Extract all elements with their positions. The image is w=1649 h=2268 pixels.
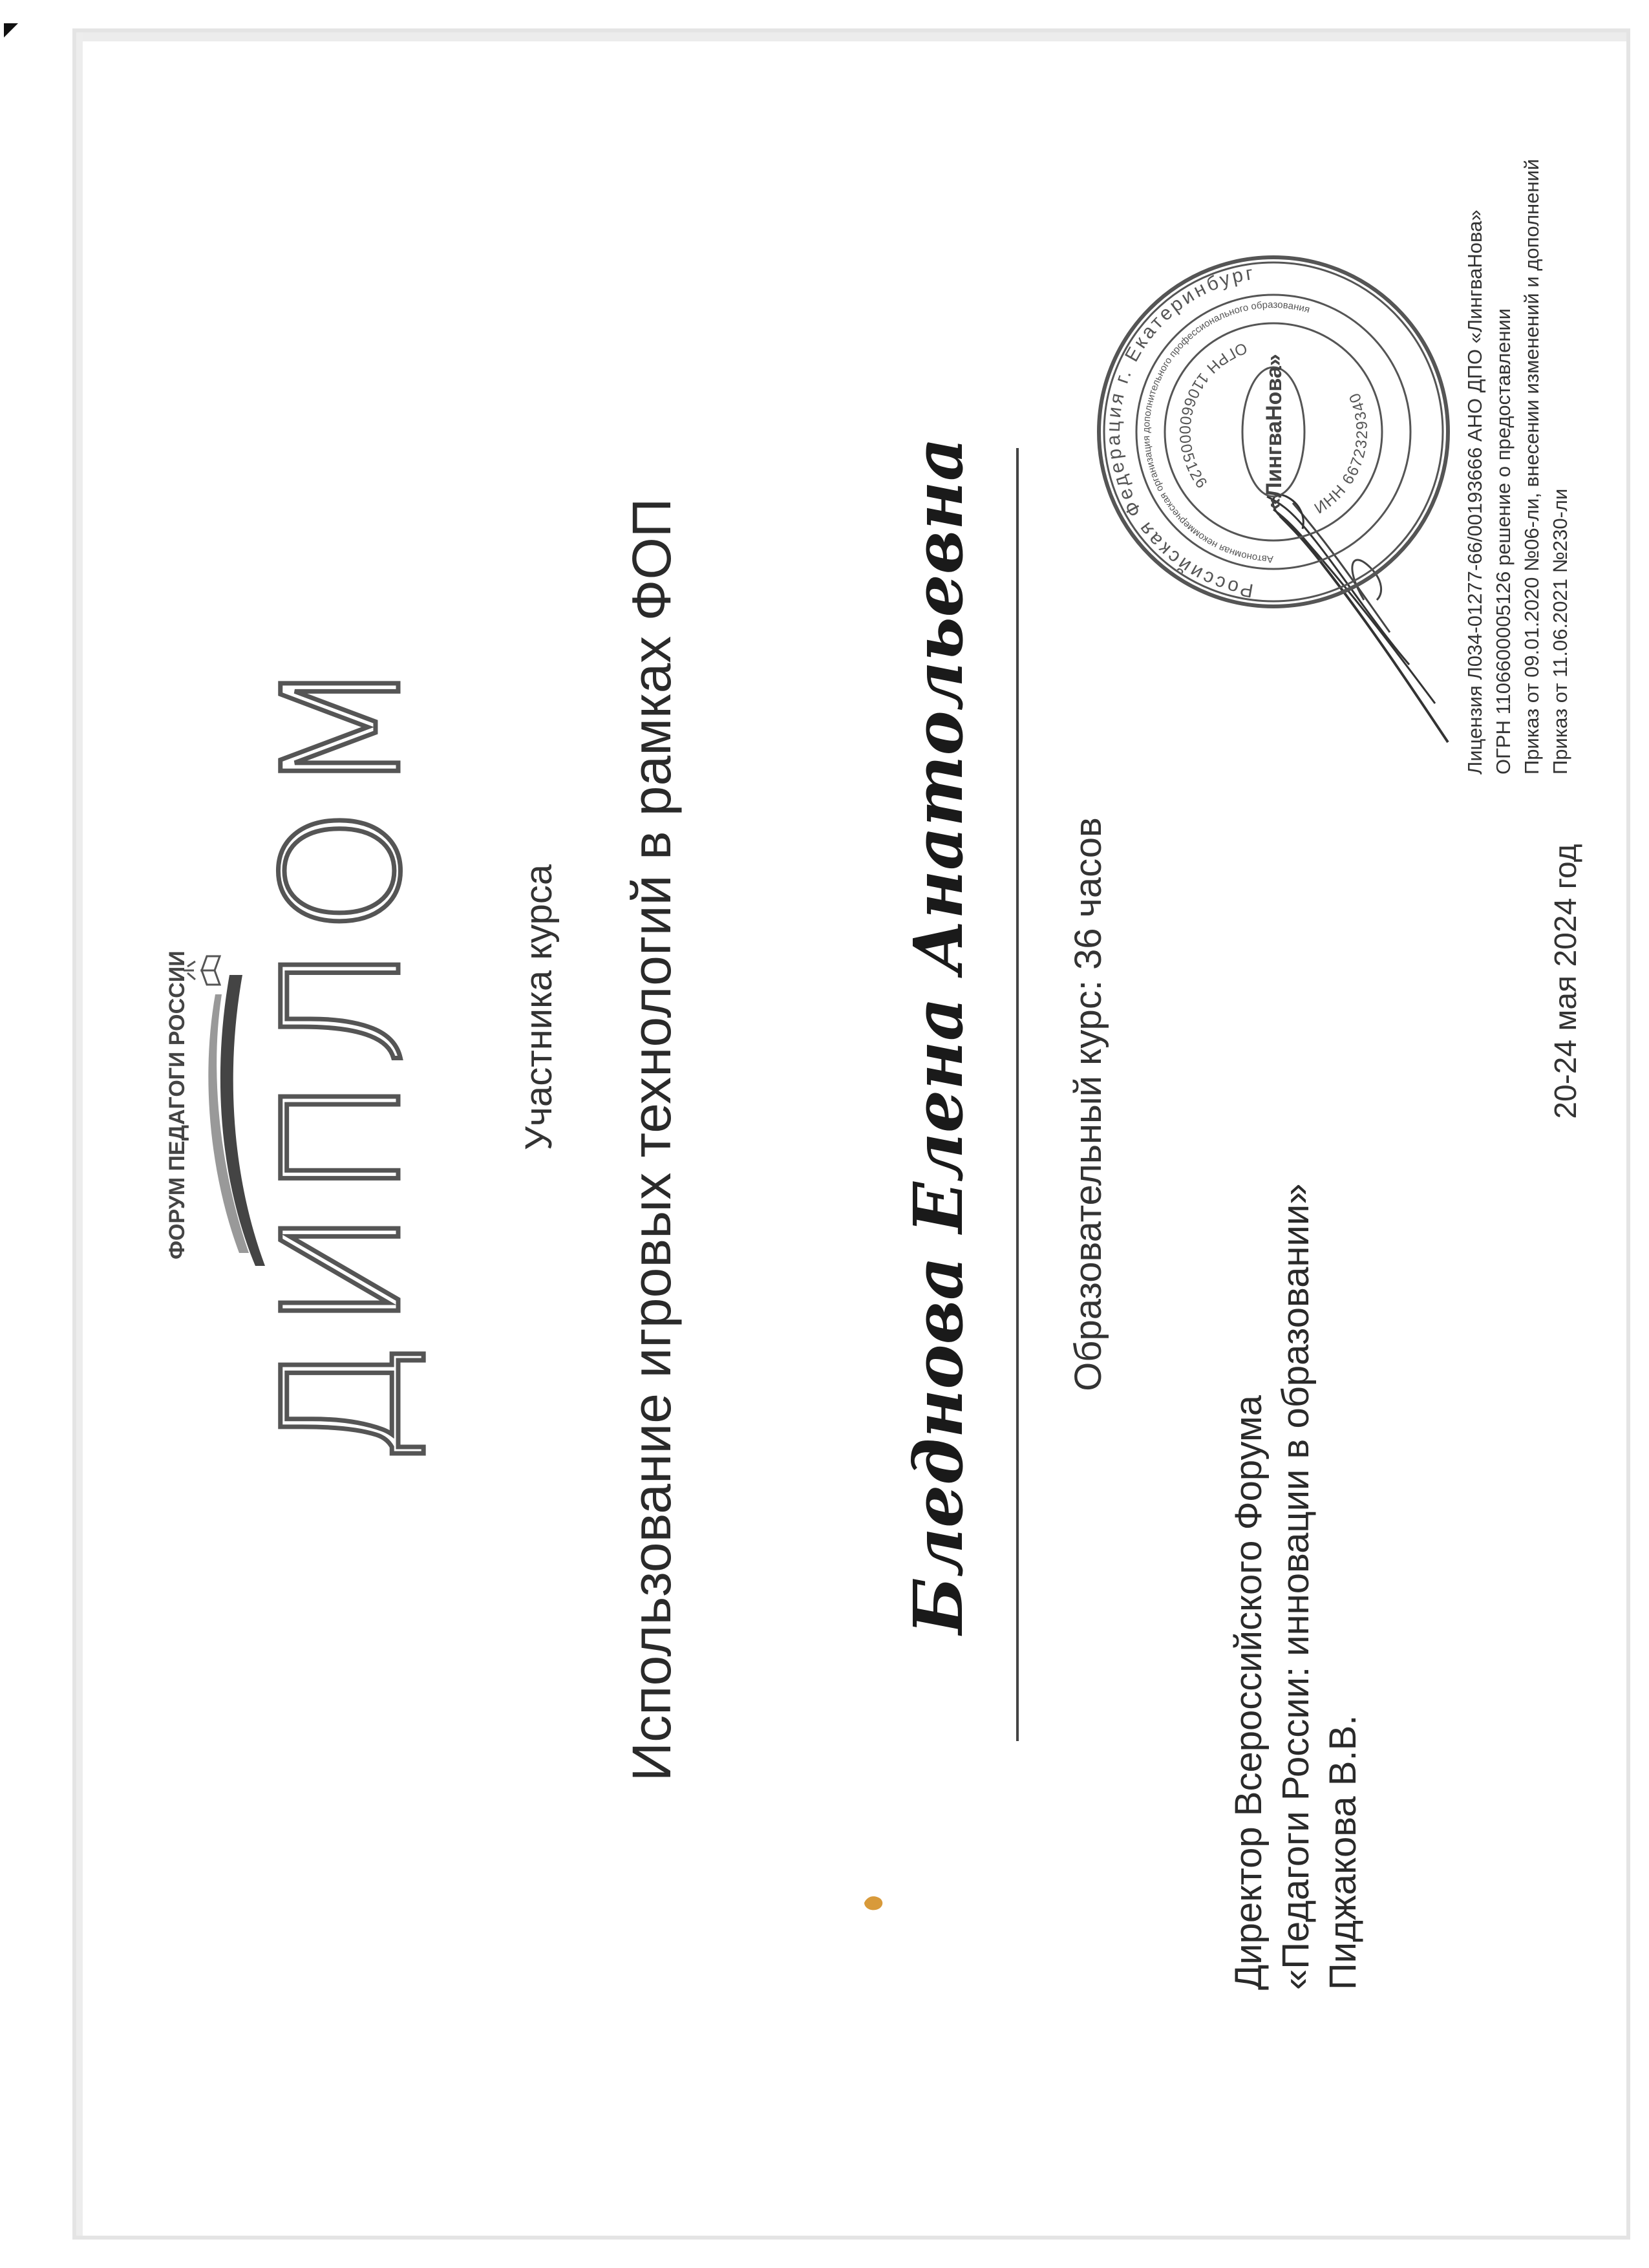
- director-name: Пиджакова В.В.: [1322, 1715, 1365, 1990]
- seal-inn-text: ИНН 6672329340: [1311, 389, 1372, 518]
- course-date: 20-24 мая 2024 год: [1549, 844, 1583, 1119]
- logo-text: ФОРУМ ПЕДАГОГИ РОССИИ: [165, 950, 189, 1259]
- paper-stain: [863, 1893, 885, 1912]
- director-title-line: Директор Всероссийского Форума: [1228, 1395, 1270, 1990]
- license-line-4: Приказ от 11.06.2021 №230-ли: [1549, 488, 1572, 775]
- seal-outer-text: Российская Федерация г. Екатеринбург: [1102, 262, 1257, 602]
- seal-ogrn-text: ОГРН 1106600005126: [1175, 339, 1250, 493]
- director-forum-line: «Педагоги России: инновации в образовании»: [1275, 1183, 1317, 1990]
- diploma-title: ДИПЛОМ: [248, 647, 436, 1466]
- director-block: [1225, 1183, 1367, 1990]
- license-line-2: ОГРН 1106600005126 решение о предоставлении: [1492, 308, 1515, 775]
- organization-seal: [1092, 251, 1454, 613]
- license-info: [1461, 0, 1575, 775]
- license-line-1: Лицензия Л034-01277-66/00193666 АНО ДПО «ЛингваНова»: [1463, 209, 1486, 775]
- seal-middle-text: Автономная некоммерческая организация дополнительного профессионального образования: [1140, 299, 1312, 565]
- seal-center-text: «ЛингваНова»: [1262, 354, 1286, 510]
- name-underline: [1016, 448, 1019, 1741]
- diploma-subtitle: Участника курса: [518, 864, 560, 1151]
- course-title: Использование игровых технологий в рамках ФОП: [621, 498, 682, 1782]
- license-line-3: Приказ от 09.01.2020 №06-ли, внесении изменений и дополнений: [1520, 158, 1544, 775]
- educational-course-hours: Образовательный курс: 36 часов: [1067, 817, 1109, 1391]
- recipient-name: Бледнова Елена Анатольевна: [899, 437, 978, 1634]
